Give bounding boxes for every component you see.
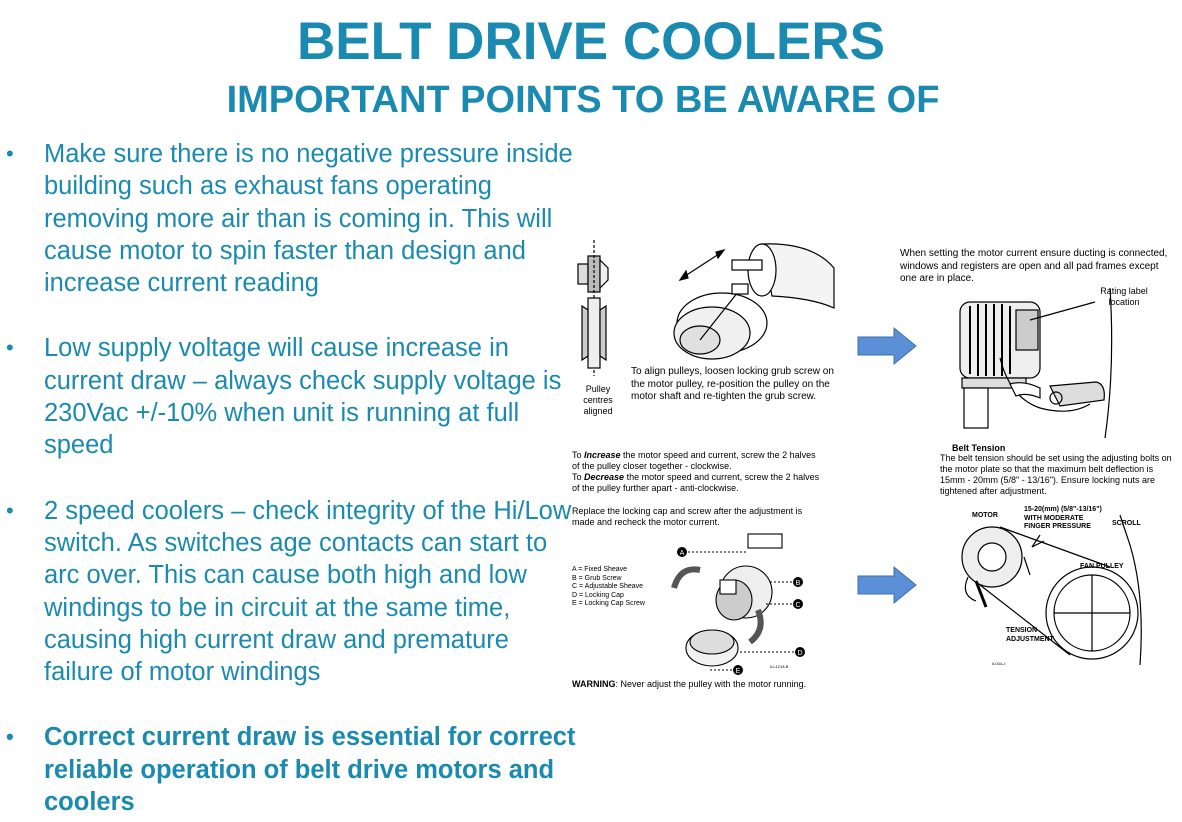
belt-tension-text: The belt tension should be set using the adjusting bolts on the motor plate so that the maximum belt deflection is 15mm - 20mm (5/8" - 13/16"). Ensure locking nuts are tightened after adjustment.	[940, 453, 1172, 496]
legend-item: A = Fixed Sheave	[572, 566, 628, 573]
bullet-text: Make sure there is no negative pressure inside building such as exhaust fans operating removing more air than is coming in. This will cause motor to spin faster than design and increase current reading	[44, 140, 573, 298]
arrow-right-icon	[856, 565, 918, 605]
increase-text: To Increase the motor speed and current, screw the 2 halves of the pulley closer together - clockwise.	[572, 450, 816, 471]
part-letter: A	[679, 550, 685, 557]
page-subtitle: IMPORTANT POINTS TO BE AWARE OF	[226, 79, 940, 121]
bullet-text: Low supply voltage will cause increase in current draw – always check supply voltage is 230Vac +/-10% when unit is running at full speed	[44, 334, 562, 460]
legend-item: C = Adjustable Sheave	[572, 583, 644, 590]
rating-label-note: Rating label location	[1100, 286, 1148, 307]
fan-pulley-label: FAN PULLEY	[1080, 563, 1124, 570]
pulley-exploded-illustration	[650, 530, 820, 675]
arrow-right-icon	[856, 326, 918, 366]
pulley-align-illustration	[572, 238, 852, 378]
replace-cap-text: Replace the locking cap and screw after the adjustment is made and recheck the motor current.	[572, 506, 803, 527]
part-letter: C	[795, 602, 801, 609]
part-letter: E	[735, 668, 741, 675]
bullet-marker: •	[6, 335, 14, 361]
page-title: BELT DRIVE COOLERS	[297, 12, 885, 71]
bullet-marker: •	[6, 141, 14, 166]
illustration-code: ILL1218-B	[770, 664, 789, 669]
legend-item: D = Locking Cap	[572, 591, 624, 599]
legend-item: B = Grub Screw	[572, 574, 622, 582]
bullet-marker: •	[6, 724, 14, 750]
legend-item: E = Locking Cap Screw	[572, 600, 645, 607]
illustration-code: IL034-J	[992, 661, 1006, 666]
current-setting-text: When setting the motor current ensure ducting is connected, windows and registers are open and all pad frames except one are in place.	[900, 248, 1168, 284]
motor-current-illustration	[940, 288, 1170, 438]
bullet-item	[0, 721, 580, 818]
deflection-label: 15-20(mm) (5/8"-13/16") WITH MODERATE FINGER PRESSURE	[1024, 506, 1102, 530]
bullet-text: 2 speed coolers – check integrity of the Hi/Low switch. As switches age contacts can start to arc over. This can cause both high and low windings to be in circuit at the same time, causing high current draw and premature failure of motor windings	[44, 496, 572, 687]
bullet-item	[0, 138, 580, 299]
warning-text: WARNING: Never adjust the pulley with the motor running.	[572, 679, 807, 689]
decrease-text: To Decrease the motor speed and current, screw the 2 halves of the pulley further apart - anti-clockwise.	[572, 472, 820, 493]
tension-adjustment-label: TENSION ADJUSTMENT	[1006, 627, 1054, 643]
bullet-list	[0, 138, 580, 818]
bullet-marker: •	[6, 497, 14, 523]
part-letter: B	[795, 580, 801, 587]
pulley-side-label: Pulley centres aligned	[583, 384, 613, 416]
parts-legend	[572, 566, 662, 609]
bullet-item	[0, 332, 580, 461]
belt-tension-heading: Belt Tension	[952, 443, 1006, 453]
part-letter: D	[797, 650, 803, 657]
bullet-item	[0, 495, 580, 689]
pulley-align-caption: To align pulleys, loosen locking grub screw on the motor pulley, re-position the pulley on the motor shaft and re-tighten the grub screw.	[631, 366, 834, 402]
bullet-text: Correct current draw is essential for correct reliable operation of belt drive motors and coolers	[44, 723, 576, 817]
scroll-label: SCROLL	[1112, 520, 1141, 527]
motor-label: MOTOR	[972, 512, 998, 519]
